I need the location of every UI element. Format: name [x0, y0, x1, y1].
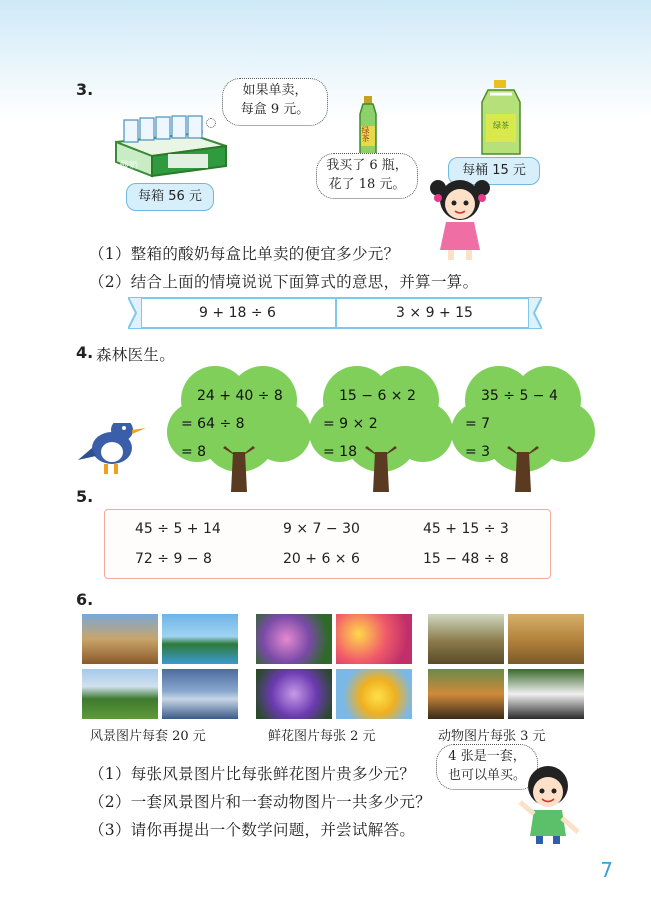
bubble-line-2: 每盒 9 元。: [240, 102, 310, 117]
tree-1: [163, 362, 313, 497]
oil-bucket-illustration: [478, 80, 524, 156]
flower-photo-tulips: [336, 614, 412, 664]
ribbon-expression-right: 3 × 9 + 15: [396, 305, 473, 321]
speech-bubble-girl: [316, 153, 418, 199]
bubble-line-1: 我买了 6 瓶，: [326, 158, 408, 173]
problem-6-number: 6.: [76, 590, 94, 609]
ribbon-expression-left: 9 + 18 ÷ 6: [199, 305, 276, 321]
price-tag-bucket: 每桶 15 元: [448, 157, 540, 185]
tree-3-line-1: 35 ÷ 5 − 4: [481, 388, 558, 404]
animal-photo-buffalo: [428, 614, 504, 664]
flower-photo-purple: [256, 669, 332, 719]
woodpecker-doctor-illustration: [78, 412, 148, 476]
problem-6-question-3: （3）请你再提出一个数学问题，并尝试解答。: [89, 821, 416, 839]
expr-r1-c2: 9 × 7 − 30: [283, 521, 360, 537]
tree-2: [305, 362, 455, 497]
problem-3-question-2: （2）结合上面的情境说说下面算式的意思，并算一算。: [89, 273, 479, 291]
price-tag-box: 每箱 56 元: [126, 183, 214, 211]
problem-3-number: 3.: [76, 80, 94, 99]
animal-photo-pandas: [508, 669, 584, 719]
box-label: 酸奶: [120, 161, 139, 171]
tree-3-line-2: = 7: [465, 416, 491, 432]
problem-6-question-1: （1）每张风景图片比每张鲜花图片贵多少元？: [89, 765, 416, 783]
tree-2-line-3: = 18: [323, 444, 357, 460]
caption-animals: 动物图片每张 3 元: [438, 729, 546, 744]
flower-photo-lilac: [256, 614, 332, 664]
expr-r2-c2: 20 + 6 × 6: [283, 551, 360, 567]
bubble-line-2: 花了 18 元。: [328, 177, 406, 192]
speech-bubble-single-price: [222, 78, 328, 126]
bottle-label: 绿茶: [361, 126, 370, 142]
tree-2-line-1: 15 − 6 × 2: [339, 388, 416, 404]
scenery-photo-coast: [162, 614, 238, 664]
tree-1-line-3: = 8: [181, 444, 207, 460]
girl-character-illustration: [424, 172, 498, 260]
problem-5-number: 5.: [76, 487, 94, 506]
problem-4-number: 4.: [76, 343, 94, 362]
tree-3-line-3: = 3: [465, 444, 491, 460]
problem-6-question-2: （2）一套风景图片和一套动物图片一共多少元？: [89, 793, 431, 811]
problem-3-question-1: （1）整箱的酸奶每盒比单卖的便宜多少元？: [89, 245, 400, 263]
problem-4-title: 森林医生。: [96, 346, 176, 364]
tree-3: [447, 362, 597, 497]
scenery-photo-mountains: [82, 669, 158, 719]
scenery-photo-desert: [82, 614, 158, 664]
problem-5-panel: [104, 509, 551, 579]
tree-2-line-2: = 9 × 2: [323, 416, 378, 432]
scenery-photo-lake: [162, 669, 238, 719]
caption-flowers: 鲜花图片每张 2 元: [268, 729, 376, 744]
animal-photo-tigers: [428, 669, 504, 719]
expr-r2-c1: 72 ÷ 9 − 8: [135, 551, 212, 567]
expr-r1-c3: 45 + 15 ÷ 3: [423, 521, 509, 537]
ribbon-right-end: [528, 297, 542, 329]
bubble-line-1: 4 张是一套，: [448, 749, 526, 764]
expr-r1-c1: 45 ÷ 5 + 14: [135, 521, 221, 537]
animal-photo-lions: [508, 614, 584, 664]
ribbon-left-end: [128, 297, 142, 329]
tree-1-line-2: = 64 ÷ 8: [181, 416, 245, 432]
caption-scenery: 风景图片每套 20 元: [90, 729, 206, 744]
bubble-line-2: 也可以单买。: [447, 768, 526, 783]
expr-r2-c3: 15 − 48 ÷ 8: [423, 551, 509, 567]
bucket-label: 绿茶: [493, 121, 509, 130]
expression-ribbon: [140, 297, 530, 329]
tree-1-line-1: 24 + 40 ÷ 8: [197, 388, 283, 404]
boy-character-illustration: [510, 762, 586, 844]
page-number: 7: [600, 858, 613, 882]
bubble-line-1: 如果单卖，: [242, 83, 308, 98]
flower-photo-sunflower: [336, 669, 412, 719]
